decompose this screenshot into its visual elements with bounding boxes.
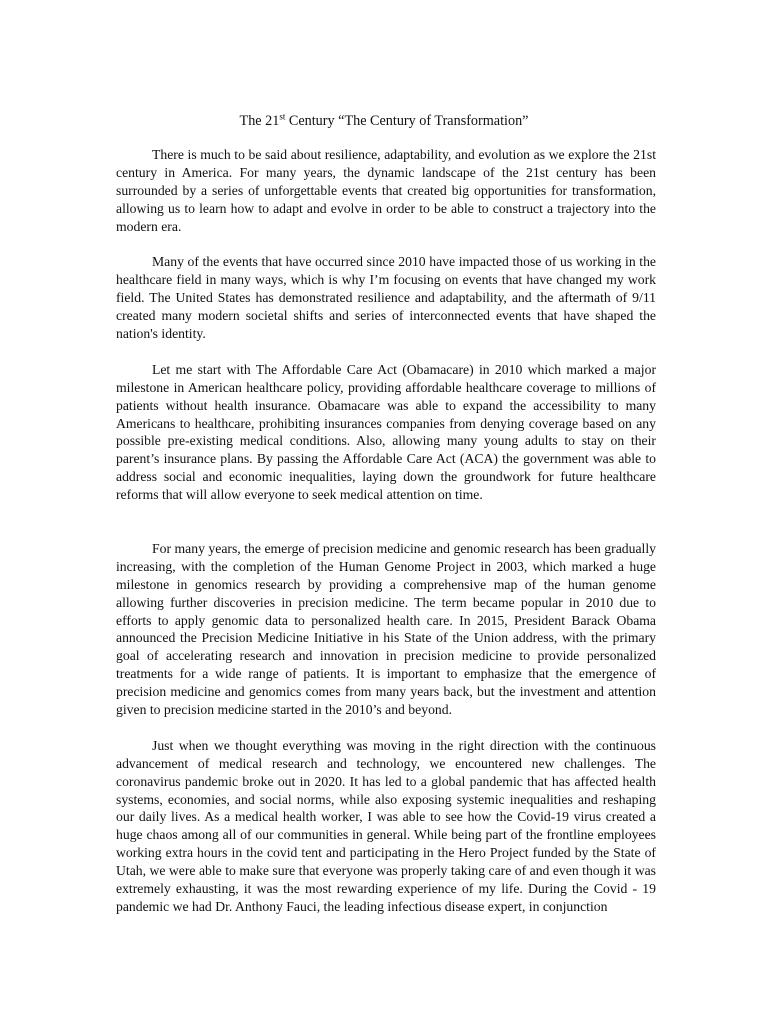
document-title [0,112,768,130]
paragraph-healthcare-events: Many of the events that have occurred since 2010 have impacted those of us working in the healthcare field in many ways, which is why I’m focusing on events that have changed my work field. The United States has demonstrated resilience and adaptability, and the aftermath of 9/11 created many modern societal shifts and series of interconnected events that have shaped the nation's identity. [116,254,656,342]
document-body [116,146,656,934]
paragraph-affordable-care-act: Let me start with The Affordable Care Act (Obamacare) in 2010 which marked a major milestone in American healthcare policy, providing affordable healthcare coverage to millions of patients without health insurance. Obamacare was able to expand the accessibility to many Americans to healthcare, prohibiting insurances companies from denying coverage based on any possible pre-existing medical conditions. Also, allowing many young adults to stay on their parent’s insurance plans. By passing the Affordable Care Act (ACA) the government was able to address social and economic inequalities, laying down the groundwork for future healthcare reforms that will allow everyone to seek medical attention on time. [116,361,656,503]
title-prefix: The 21 [239,113,280,129]
paragraph-intro: There is much to be said about resilience, adaptability, and evolution as we explore the 21st century in America. For many years, the dynamic landscape of the 21st century has been surrounded by a series of unforgettable events that created big opportunities for transformation, allowing us to learn how to adapt and evolve in order to be able to construct a trajectory into the modern era. [116,147,656,234]
title-suffix: Century “The Century of Transformation” [285,113,529,129]
paragraph-covid-pandemic: Just when we thought everything was moving in the right direction with the continuous advancement of medical research and technology, we encountered new challenges. The coronavirus pandemic broke out in 2020. It has led to a global pandemic that has affected health systems, economies, and social norms, while also exposing systemic inequalities and reshaping our daily lives. As a medical health worker, I was able to see how the Covid-19 virus created a huge chaos among all of our communities in general. While being part of the frontline employees working extra hours in the covid tent and participating in the Hero Project funded by the State of Utah, we were able to make sure that everyone was properly taking care of and even though it was extremely exhausting, it was the most rewarding experience of my life. During the Covid - 19 pandemic we had Dr. Anthony Fauci, the leading infectious disease expert, in conjunction [116,737,656,914]
title-superscript: st [279,111,286,122]
paragraph-precision-medicine: For many years, the emerge of precision medicine and genomic research has been gradually increasing, with the completion of the Human Genome Project in 2003, which marked a huge milestone in genomics research by providing a comprehensive map of the human genome allowing further discoveries in precision medicine. The term became popular in 2010 due to efforts to apply genomic data to personalized health care. In 2015, President Barack Obama announced the Precision Medicine Initiative in his State of the Union address, with the primary goal of accelerating research and innovation in precision medicine to provide personalized treatments for a wide range of patients. It is important to emphasize that the emergence of precision medicine and genomics comes from many years back, but the investment and attention given to precision medicine started in the 2010’s and beyond. [116,540,656,718]
